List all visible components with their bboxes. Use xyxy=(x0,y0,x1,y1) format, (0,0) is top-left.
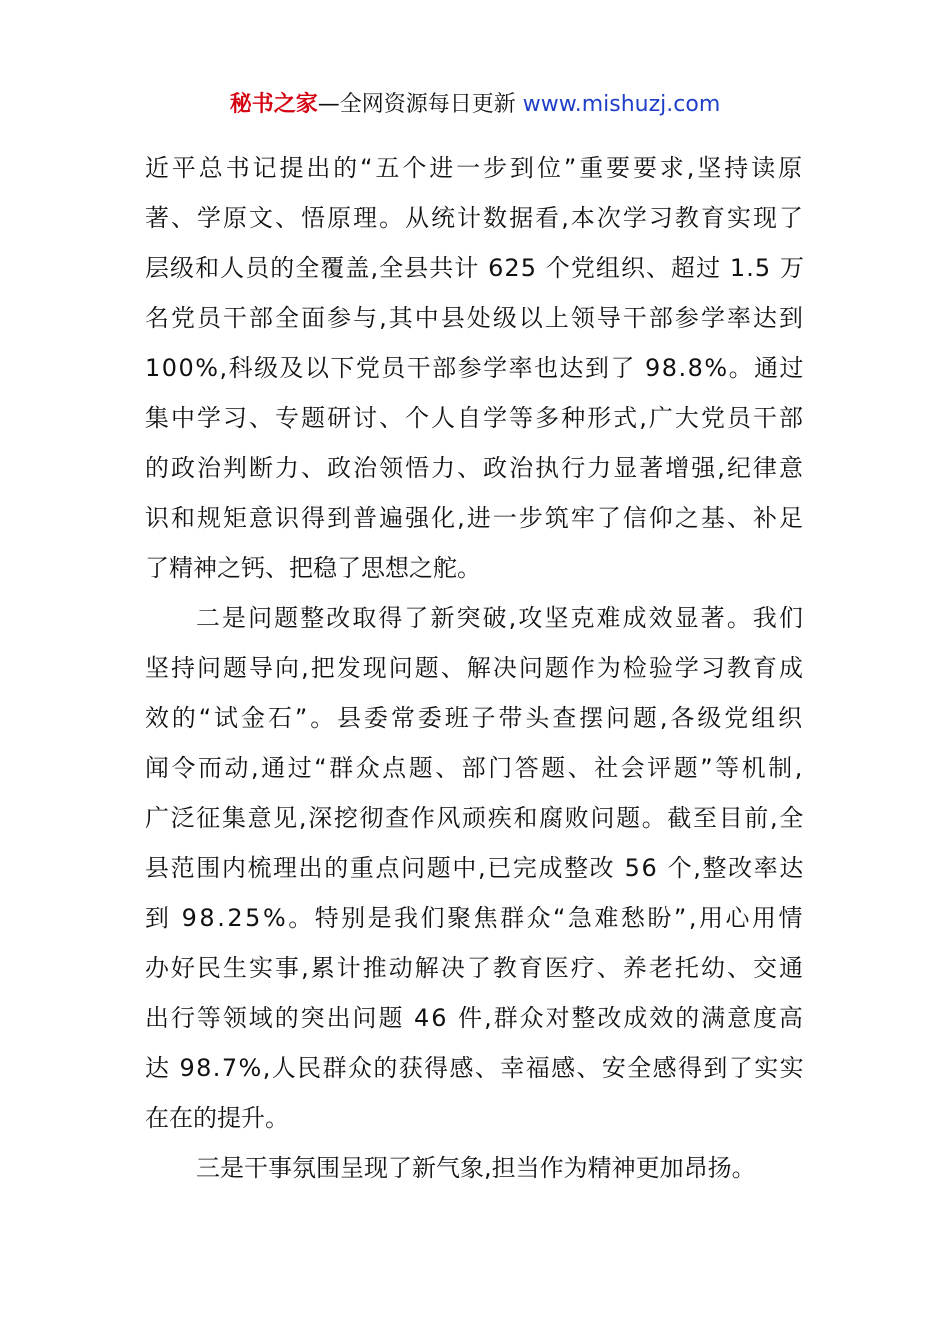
text-line: 三是干事氛围呈现了新气象,担当作为精神更加昂扬。 xyxy=(196,1154,756,1182)
text-line: 在在的提升。 xyxy=(145,1104,289,1132)
text-line: 100%,科级及以下党员干部参学率也达到了 98.8%。通过 xyxy=(145,354,805,382)
text-line: 县范围内梳理出的重点问题中,已完成整改 56 个,整改率达 xyxy=(145,854,805,882)
text-line: 集中学习、专题研讨、个人自学等多种形式,广大党员干部 xyxy=(145,404,805,432)
text-line: 广泛征集意见,深挖彻查作风顽疾和腐败问题。截至目前,全 xyxy=(145,804,805,832)
text-line: 达 98.7%,人民群众的获得感、幸福感、安全感得到了实实 xyxy=(145,1054,805,1082)
text-line: 出行等领域的突出问题 46 件,群众对整改成效的满意度高 xyxy=(145,1004,805,1032)
text-line: 效的“试金石”。县委常委班子带头查摆问题,各级党组织 xyxy=(145,704,805,732)
site-url-link[interactable]: www.mishuzj.com xyxy=(522,92,721,117)
text-line: 近平总书记提出的“五个进一步到位”重要要求,坚持读原 xyxy=(145,154,805,182)
text-line: 了精神之钙、把稳了思想之舵。 xyxy=(145,554,481,582)
text-line: 办好民生实事,累计推动解决了教育医疗、养老托幼、交通 xyxy=(145,954,805,982)
text-line: 二是问题整改取得了新突破,攻坚克难成效显著。我们 xyxy=(196,604,805,632)
site-brand: 秘书之家 xyxy=(229,92,318,117)
text-line: 识和规矩意识得到普遍强化,进一步筑牢了信仰之基、补足 xyxy=(145,504,805,532)
text-line: 坚持问题导向,把发现问题、解决问题作为检验学习教育成 xyxy=(145,654,805,682)
text-line: 到 98.25%。特别是我们聚焦群众“急难愁盼”,用心用情 xyxy=(145,904,805,932)
document-body xyxy=(145,143,805,1193)
page-header xyxy=(0,88,950,122)
text-line: 名党员干部全面参与,其中县处级以上领导干部参学率达到 xyxy=(145,304,805,332)
text-line: 著、学原文、悟原理。从统计数据看,本次学习教育实现了 xyxy=(145,204,805,232)
site-tagline: —全网资源每日更新 xyxy=(317,92,523,117)
text-line: 闻令而动,通过“群众点题、部门答题、社会评题”等机制, xyxy=(145,754,805,782)
text-line: 层级和人员的全覆盖,全县共计 625 个党组织、超过 1.5 万 xyxy=(145,254,805,282)
text-line: 的政治判断力、政治领悟力、政治执行力显著增强,纪律意 xyxy=(145,454,805,482)
